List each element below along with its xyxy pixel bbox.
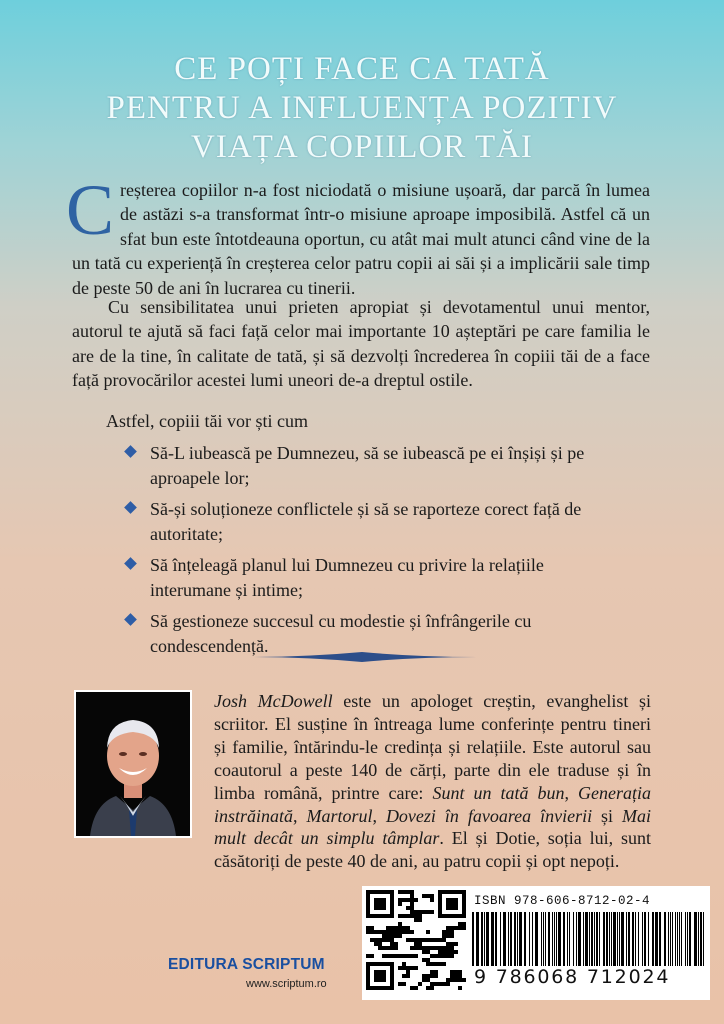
- isbn-label: ISBN 978-606-8712-02-4: [474, 894, 651, 908]
- bio-text: . El și Dotie, soția lui, sunt căsătoriți de peste 40 de ani, au patru copii și opt nepoți.: [214, 828, 652, 872]
- publisher-name: EDITURA SCRIPTUM: [168, 956, 325, 973]
- isbn-digits: 9 786068 712024: [474, 966, 671, 988]
- intro-paragraph: [66, 170, 650, 300]
- author-name: Josh McDowell: [214, 691, 333, 711]
- book-ref: Sunt un tată bun: [432, 782, 565, 803]
- publisher-website[interactable]: www.scriptum.ro: [246, 978, 327, 990]
- list-item: [124, 553, 604, 603]
- barcode-icon: [472, 912, 704, 966]
- diamond-bullet-icon: [124, 501, 137, 514]
- book-ref: Martorul: [306, 805, 373, 826]
- author-photo: [74, 690, 192, 838]
- list-item: [124, 441, 604, 491]
- list-item: [124, 497, 604, 547]
- title-line-3: VIAȚA COPIILOR TĂI: [191, 129, 533, 165]
- book-ref: Generația instrăinată: [214, 782, 651, 826]
- bio-text: este un apologet creștin, evanghelist și scriitor. El susține în întreaga lume conferințe pentru tineri și familie, întărindu-le credința și relațiile. Este autorul sau coautorul a peste 140 de cărți, parte din ele traduse și în limba română, printre care:: [214, 691, 651, 803]
- book-title: [0, 50, 724, 167]
- list-item-text: Să-L iubească pe Dumnezeu, să se iubească pe ei înșiși și pe aproapele lor;: [150, 443, 585, 488]
- list-lead: Astfel, copiii tăi vor ști cum: [106, 411, 308, 431]
- ornament-divider: [247, 650, 477, 664]
- bio-separator: ,: [372, 805, 386, 826]
- list-item-text: Să-și soluționeze conflictele și să se raporteze corect față de autoritate;: [150, 499, 582, 544]
- bio-separator: ,: [564, 782, 579, 803]
- diamond-bullet-icon: [124, 445, 137, 458]
- list-item-text: Să gestioneze succesul cu modestie și înfrângerile cu condescendență.: [150, 611, 532, 656]
- bio-text: și: [592, 805, 623, 826]
- list-item-text: Să înțeleagă planul lui Dumnezeu cu privire la relațiile interumane și intime;: [150, 555, 544, 600]
- qr-code-icon[interactable]: [366, 890, 466, 990]
- drop-cap: C: [66, 170, 115, 250]
- book-ref: Dovezi în favoarea învierii: [385, 805, 593, 826]
- diamond-bullet-icon: [124, 557, 137, 570]
- author-bio: [214, 690, 651, 873]
- title-line-2: PENTRU A INFLUENȚA POZITIV: [106, 90, 618, 126]
- bio-separator: ,: [293, 805, 307, 826]
- diamond-bullet-icon: [124, 613, 137, 626]
- bullet-list: [124, 441, 604, 665]
- intro-text: reșterea copiilor n-a fost niciodată o misiune ușoară, dar parcă în lumea de astăzi s-a transformat într-o misiune aproape imposibilă. Astfel că un sfat bun este întotdeauna oportun, cu atât mai mult atunci când vine de la un tată cu experiență în creșterea celor patru copii ai săi și a implicării sale timp de peste 50 de ani în lucrarea cu tinerii.: [72, 180, 650, 298]
- book-ref: Mai mult decât un simplu tâmplar: [214, 805, 652, 849]
- code-panel: [362, 886, 710, 1000]
- title-line-1: CE POȚI FACE CA TATĂ: [174, 51, 550, 87]
- second-paragraph: Cu sensibilitatea unui prieten apropiat și devotamentul unui mentor, autorul te ajută să faci față celor mai importante 10 așteptări pe care familia le are de la tine, în calitate de tată, și să dezvolți încrederea în copiii tăi de a face față provocărilor acestei lumi uneori de-a dreptul ostile.: [72, 297, 650, 391]
